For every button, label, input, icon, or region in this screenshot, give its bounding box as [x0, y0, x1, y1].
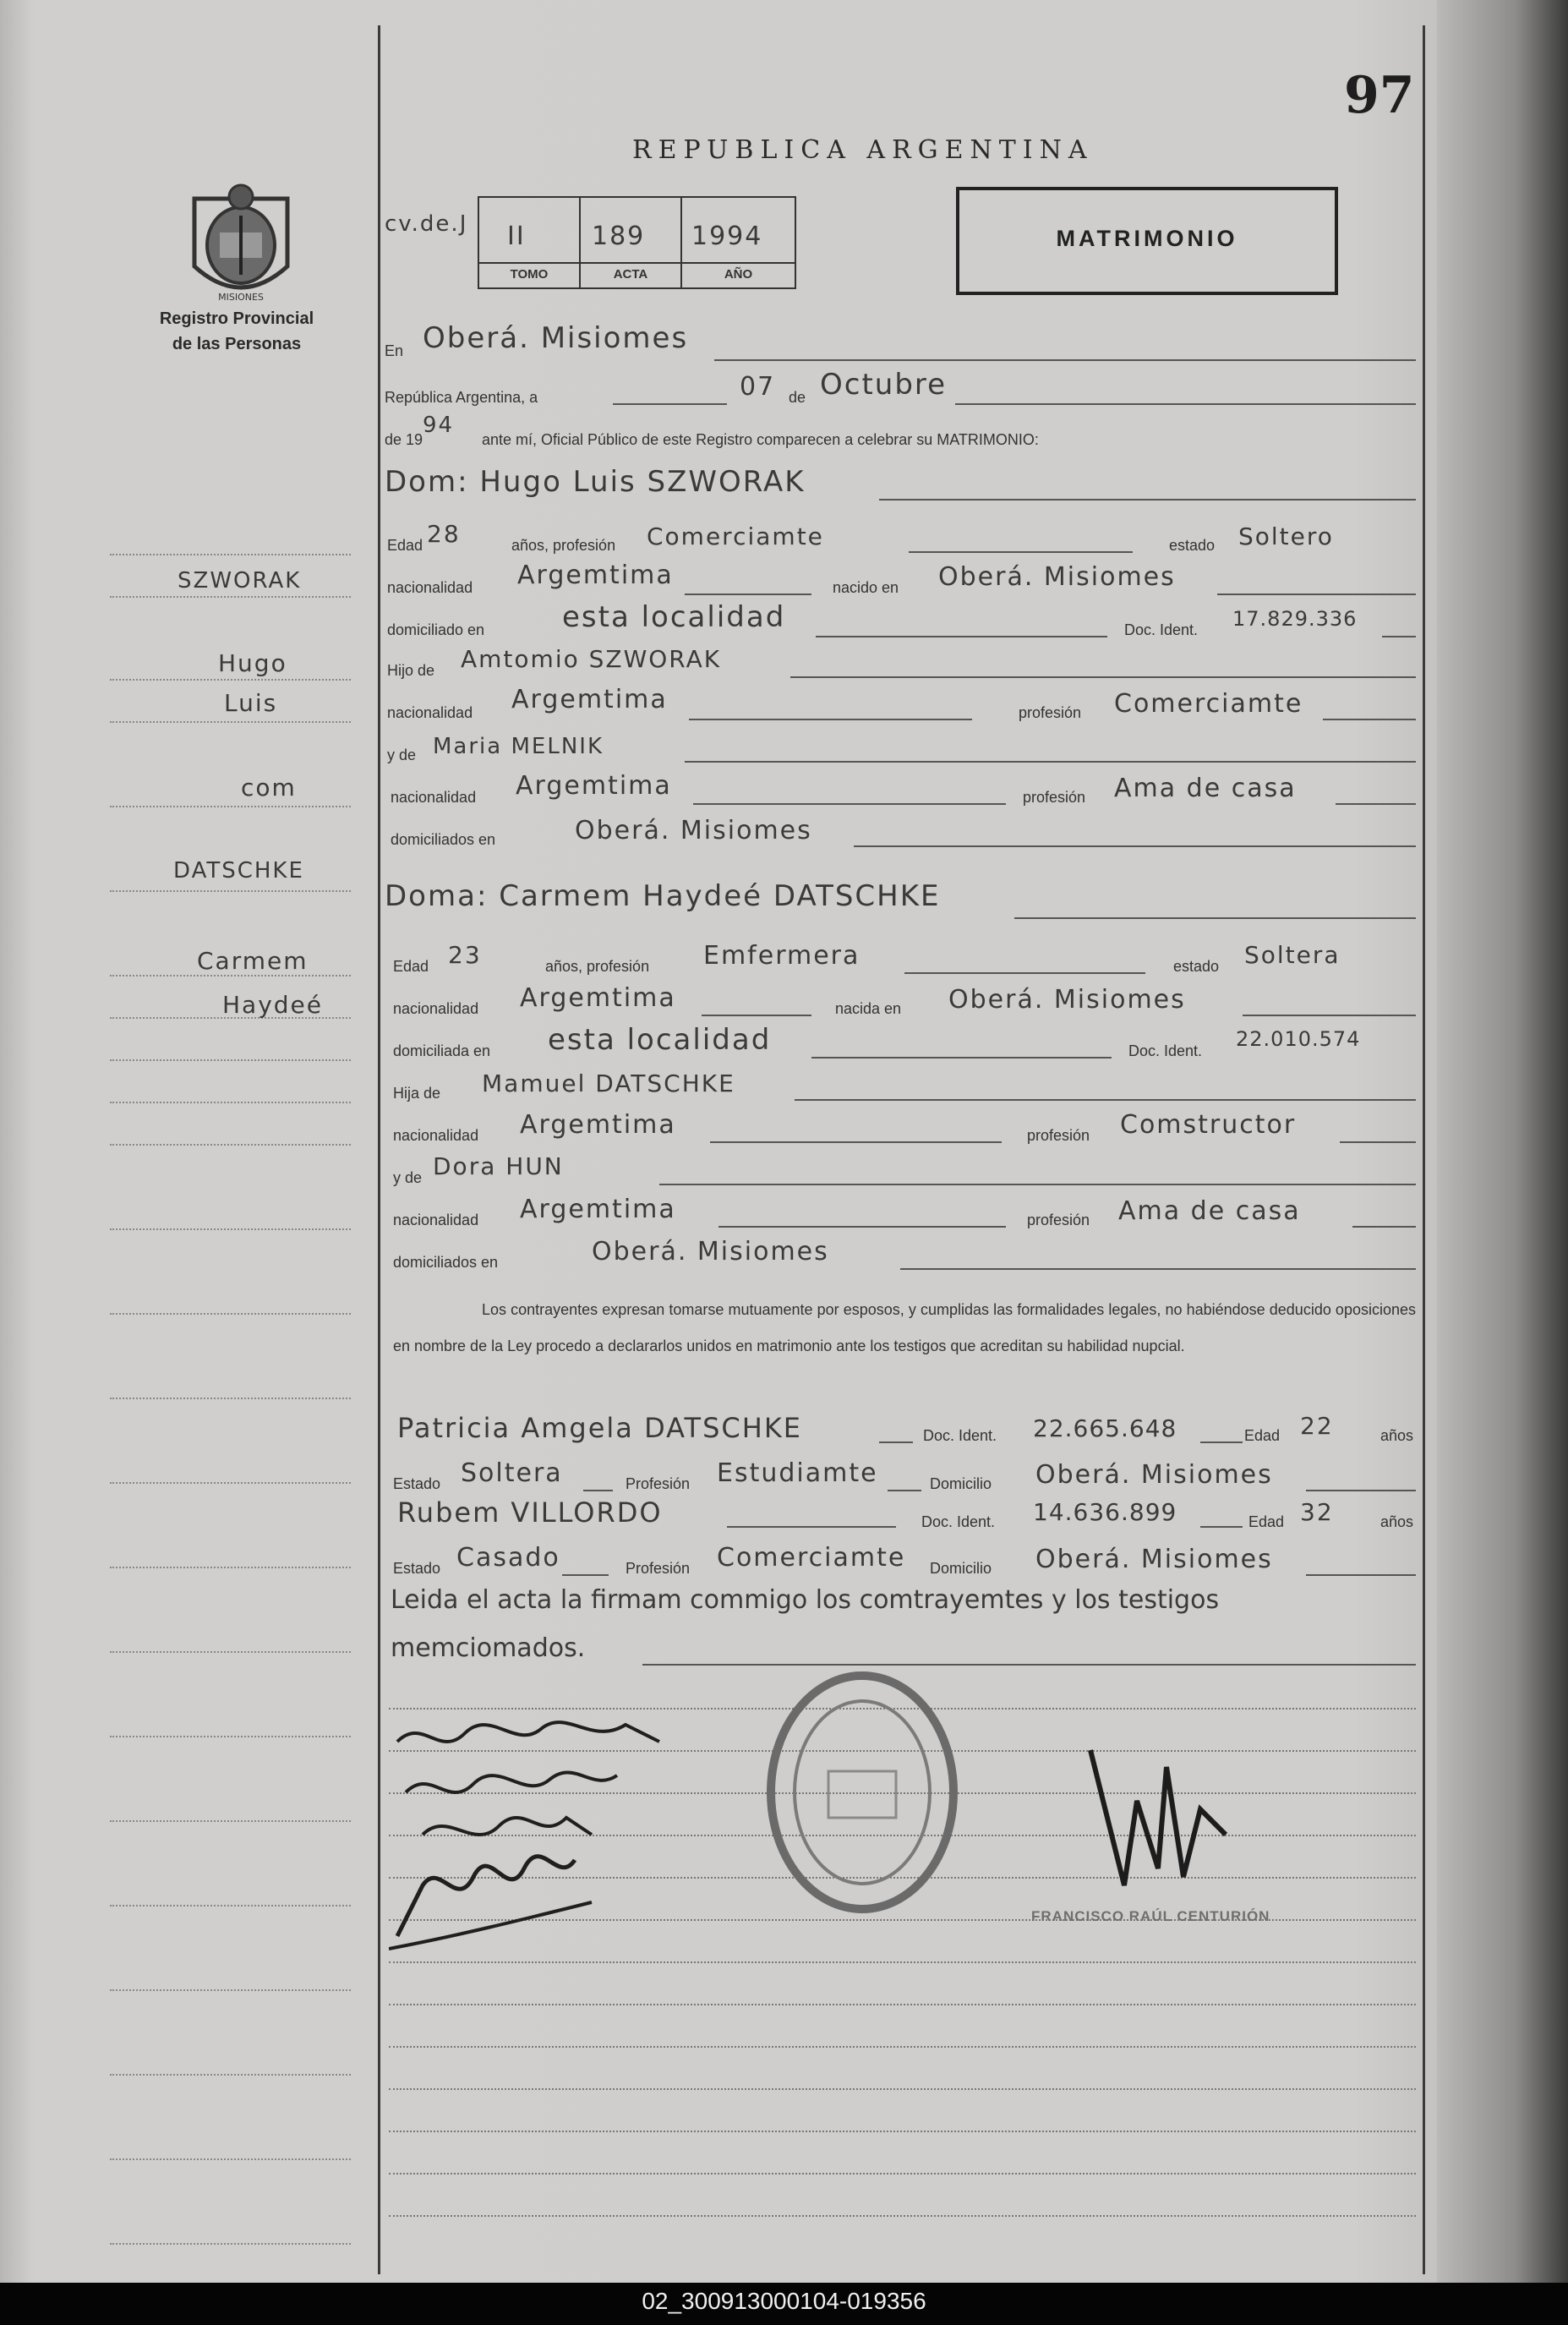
witness2-estado-label: Estado — [393, 1560, 441, 1577]
closing-line-2: memciomados. — [391, 1633, 586, 1663]
groom-mother-profession: Ama de casa — [1114, 774, 1297, 803]
country-title: REPUBLICA ARGENTINA — [632, 135, 1094, 165]
registry-seal-icon — [178, 173, 304, 309]
groom-nat-label: nacionalidad — [387, 579, 473, 596]
margin-rule — [110, 2243, 351, 2245]
witness1-anos-label: años — [1380, 1427, 1414, 1444]
page-edge — [1437, 0, 1568, 2283]
witness2-age: 32 — [1300, 1498, 1334, 1526]
margin-rule — [110, 890, 351, 892]
margin-rule — [110, 2158, 351, 2160]
groom-profession: Comerciamte — [647, 522, 824, 550]
groom-mother: Maria MELNIK — [433, 734, 604, 759]
witness1-name-line — [879, 1442, 913, 1443]
witness1-estado-line — [583, 1490, 613, 1491]
footer-code: 02_300913000104-019356 — [642, 2288, 926, 2314]
margin-rule — [110, 721, 351, 723]
witness2-doc-label: Doc. Ident. — [921, 1513, 996, 1530]
groom-estado-label: estado — [1169, 537, 1216, 554]
bride-father-nat-line — [710, 1141, 1002, 1143]
ano-label: AÑO — [724, 267, 753, 282]
bride-mother-nat-label: nacionalidad — [393, 1212, 479, 1228]
bride-nat-line — [702, 1015, 811, 1016]
closing-line-2-rule — [642, 1664, 1416, 1666]
margin-rule — [110, 975, 351, 976]
groom-civil-status: Soltero — [1238, 522, 1334, 550]
bride-profession-line — [904, 972, 1145, 974]
bride-father: Mamuel DATSCHKE — [482, 1070, 735, 1097]
groom-nat-line — [685, 594, 811, 595]
closing-line-1: Leida el acta la firmam commigo los comtrayemtes y los testigos — [391, 1585, 1220, 1615]
bride-father-nat-label: nacionalidad — [393, 1127, 479, 1144]
witness2-anos-label: años — [1380, 1513, 1414, 1530]
bride-name: Doma: Carmem Haydeé DATSCHKE — [385, 879, 941, 913]
witness1-doc-line — [1200, 1442, 1243, 1443]
margin-rule — [110, 1228, 351, 1230]
bride-birthplace-line — [1243, 1015, 1416, 1016]
groom-doc-label: Doc. Ident. — [1124, 621, 1199, 638]
bride-parents-dom-label: domiciliados en — [393, 1254, 499, 1271]
groom-name: Dom: Hugo Luis SZWORAK — [385, 465, 806, 499]
bride-father-profession: Comstructor — [1120, 1110, 1297, 1140]
margin-rule — [110, 1567, 351, 1568]
bride-nationality: Argemtima — [520, 983, 676, 1013]
groom-mother-line — [685, 761, 1416, 763]
margin-bride-given-2: Haydeé — [222, 991, 324, 1019]
bride-mother-prof-label: profesión — [1027, 1212, 1090, 1228]
groom-parents-domicile: Oberá. Misiomes — [575, 816, 812, 845]
bride-name-line — [1014, 917, 1416, 919]
margin-rule — [110, 679, 351, 681]
ano-value: 1994 — [691, 222, 763, 251]
bride-profession: Emfermera — [703, 941, 860, 971]
left-margin-rule — [378, 25, 380, 2274]
groom-dom-label: domiciliado en — [387, 621, 485, 638]
margin-rule — [110, 1820, 351, 1822]
margin-rule — [110, 1102, 351, 1103]
bride-edad-label: Edad — [393, 958, 429, 975]
bride-mother-profession: Ama de casa — [1118, 1196, 1301, 1226]
month-line — [955, 403, 1416, 405]
groom-anos-label: años, profesión — [511, 537, 616, 554]
margin-rule — [110, 1736, 351, 1737]
groom-father-nat-line — [689, 719, 972, 720]
groom-edad-label: Edad — [387, 537, 423, 554]
record-type-title: MATRIMONIO — [1056, 226, 1238, 251]
margin-groom-given-2: Luis — [224, 689, 278, 717]
bride-yde-label: y de — [393, 1169, 423, 1186]
witness2-dom-label: Domicilio — [930, 1560, 992, 1577]
groom-father-nationality: Argemtima — [511, 685, 668, 714]
witness1-name: Patricia Amgela DATSCHKE — [397, 1412, 803, 1444]
bride-mother-prof-line — [1352, 1226, 1416, 1228]
cvde-note: cv.de.J — [385, 211, 468, 237]
bride-father-nationality: Argemtima — [520, 1110, 676, 1140]
margin-bride-given-1: Carmem — [197, 947, 309, 975]
groom-age: 28 — [427, 520, 461, 548]
lead-rule — [389, 2215, 1416, 2217]
bride-doc-label: Doc. Ident. — [1128, 1042, 1203, 1059]
de-label: de — [789, 389, 806, 406]
witness1-dom-label: Domicilio — [930, 1475, 992, 1492]
registry-name-2: de las Personas — [172, 335, 302, 353]
witness1-age: 22 — [1300, 1412, 1334, 1440]
bride-parents-domicile: Oberá. Misiomes — [592, 1237, 829, 1266]
witness2-profession: Comerciamte — [717, 1543, 906, 1573]
witness2-dom-line — [1306, 1574, 1416, 1576]
day-line — [613, 403, 727, 405]
groom-father-nat-label: nacionalidad — [387, 704, 473, 721]
groom-parents-dom-line — [854, 845, 1416, 847]
bride-anos-label: años, profesión — [545, 958, 650, 975]
margin-rule — [110, 1398, 351, 1399]
margin-conjunction: com — [241, 774, 297, 801]
official-signature — [1074, 1733, 1243, 1902]
margin-bride-surname: DATSCHKE — [173, 858, 304, 884]
official-name-stamp: FRANCISCO RAÚL CENTURIÓN — [1031, 1908, 1270, 1924]
groom-father: Amtomio SZWORAK — [461, 645, 722, 673]
groom-nacido-label: nacido en — [833, 579, 899, 596]
witness1-estado-label: Estado — [393, 1475, 441, 1492]
groom-mother-nat-label: nacionalidad — [391, 789, 477, 806]
bride-father-prof-label: profesión — [1027, 1127, 1090, 1144]
official-seal-icon — [761, 1666, 964, 1919]
groom-father-prof-line — [1323, 719, 1416, 720]
bride-birthplace: Oberá. Misiomes — [948, 985, 1186, 1015]
lead-rule — [389, 2088, 1416, 2090]
day: 07 — [740, 372, 776, 402]
bride-parents-dom-line — [900, 1268, 1416, 1270]
witness2-name: Rubem VILLORDO — [397, 1496, 663, 1529]
margin-groom-surname: SZWORAK — [178, 568, 302, 594]
en-label: En — [385, 342, 404, 359]
year-suffix: 94 — [423, 413, 455, 438]
margin-rule — [110, 1651, 351, 1653]
bride-civil-status: Soltera — [1244, 941, 1341, 969]
bride-age: 23 — [448, 941, 482, 969]
acta-value: 189 — [592, 222, 646, 251]
witness2-estado-line — [562, 1574, 609, 1576]
month: Octubre — [820, 368, 948, 402]
bride-nat-label: nacionalidad — [393, 1000, 479, 1017]
margin-rule — [110, 596, 351, 598]
bride-father-prof-line — [1340, 1141, 1416, 1143]
acta-label: ACTA — [613, 267, 648, 282]
witness2-doc-line — [1200, 1526, 1243, 1528]
witness1-profession: Estudiamte — [717, 1458, 878, 1488]
bride-domicile: esta localidad — [548, 1023, 772, 1057]
witness2-doc-number: 14.636.899 — [1033, 1498, 1177, 1526]
bride-nacida-label: nacida en — [835, 1000, 902, 1017]
bride-hija-label: Hija de — [393, 1085, 441, 1102]
groom-mother-nationality: Argemtima — [516, 771, 672, 801]
groom-father-profession: Comerciamte — [1114, 689, 1303, 719]
republica-label: República Argentina, a — [385, 389, 538, 406]
groom-father-prof-label: profesión — [1019, 704, 1082, 721]
right-margin-rule — [1423, 25, 1425, 2274]
bride-mother: Dora HUN — [433, 1152, 564, 1180]
witness1-domicile: Oberá. Misiomes — [1035, 1460, 1273, 1490]
groom-yde-label: y de — [387, 747, 417, 763]
margin-rule — [110, 554, 351, 555]
intro-text: ante mí, Oficial Público de este Registro comparecen a celebrar su MATRIMONIO: — [482, 431, 1039, 448]
year-prefix: de 19 — [385, 431, 423, 448]
place: Oberá. Misiomes — [423, 321, 689, 355]
witness2-edad-label: Edad — [1248, 1513, 1285, 1530]
margin-rule — [110, 1905, 351, 1906]
margin-rule — [110, 1313, 351, 1315]
bride-mother-nationality: Argemtima — [520, 1195, 676, 1224]
bride-mother-line — [659, 1184, 1416, 1185]
witness1-doc-number: 22.665.648 — [1033, 1414, 1177, 1442]
groom-profession-line — [909, 551, 1133, 553]
witness1-doc-label: Doc. Ident. — [923, 1427, 997, 1444]
groom-name-line — [879, 499, 1416, 501]
lead-rule — [389, 1961, 1416, 1963]
place-line — [714, 359, 1416, 361]
witness2-prof-label: Profesión — [626, 1560, 691, 1577]
witness2-civil-status: Casado — [456, 1543, 560, 1573]
signatures-cluster — [389, 1708, 710, 1961]
witness2-name-line — [727, 1526, 896, 1528]
bride-dom-line — [811, 1057, 1112, 1059]
page-number: 97 — [1344, 66, 1415, 125]
witness1-civil-status: Soltera — [461, 1458, 563, 1488]
lead-rule — [389, 2046, 1416, 2048]
groom-domicile: esta localidad — [562, 600, 786, 634]
groom-hijo-label: Hijo de — [387, 662, 435, 679]
box-label-divider — [478, 262, 796, 264]
groom-mother-nat-line — [693, 803, 1006, 805]
margin-rule — [110, 1144, 351, 1146]
groom-birthplace-line — [1217, 594, 1416, 595]
witness1-edad-label: Edad — [1244, 1427, 1281, 1444]
groom-father-line — [790, 676, 1416, 678]
lead-rule — [389, 2004, 1416, 2005]
lead-rule — [389, 2173, 1416, 2175]
declaration-text: Los contrayentes expresan tomarse mutuamente por esposos, y cumplidas las formalidades legales, no habiéndose deducido oposiciones en nombre de la Ley procedo a declararlos unidos en matrimonio ante los testigos que acreditan su habilidad nupcial. — [393, 1301, 1416, 1354]
bride-dom-label: domiciliada en — [393, 1042, 491, 1059]
bride-estado-label: estado — [1173, 958, 1220, 975]
witness1-prof-line — [888, 1490, 921, 1491]
bride-father-line — [795, 1099, 1416, 1101]
tomo-value: II — [507, 222, 526, 251]
witness2-domicile: Oberá. Misiomes — [1035, 1545, 1273, 1574]
lead-rule — [389, 2131, 1416, 2132]
bride-doc-number: 22.010.574 — [1236, 1027, 1361, 1051]
registry-name-1: Registro Provincial — [159, 309, 314, 328]
groom-nationality: Argemtima — [517, 561, 674, 590]
margin-rule — [110, 1059, 351, 1061]
svg-text:MISIONES: MISIONES — [218, 292, 264, 303]
margin-groom-given-1: Hugo — [218, 649, 287, 677]
witness1-prof-label: Profesión — [626, 1475, 691, 1492]
groom-mother-prof-label: profesión — [1023, 789, 1086, 806]
groom-dom-line — [816, 636, 1107, 637]
margin-rule — [110, 2074, 351, 2076]
bride-mother-nat-line — [718, 1226, 1006, 1228]
groom-parents-dom-label: domiciliados en — [391, 831, 496, 848]
tomo-label: TOMO — [510, 267, 549, 282]
groom-birthplace: Oberá. Misiomes — [938, 562, 1176, 592]
groom-doc-number: 17.829.336 — [1232, 607, 1358, 631]
margin-rule — [110, 806, 351, 807]
groom-doc-line — [1382, 636, 1416, 637]
margin-rule — [110, 1482, 351, 1484]
witness1-dom-line — [1306, 1490, 1416, 1491]
groom-mother-prof-line — [1336, 803, 1416, 805]
margin-rule — [110, 1989, 351, 1991]
